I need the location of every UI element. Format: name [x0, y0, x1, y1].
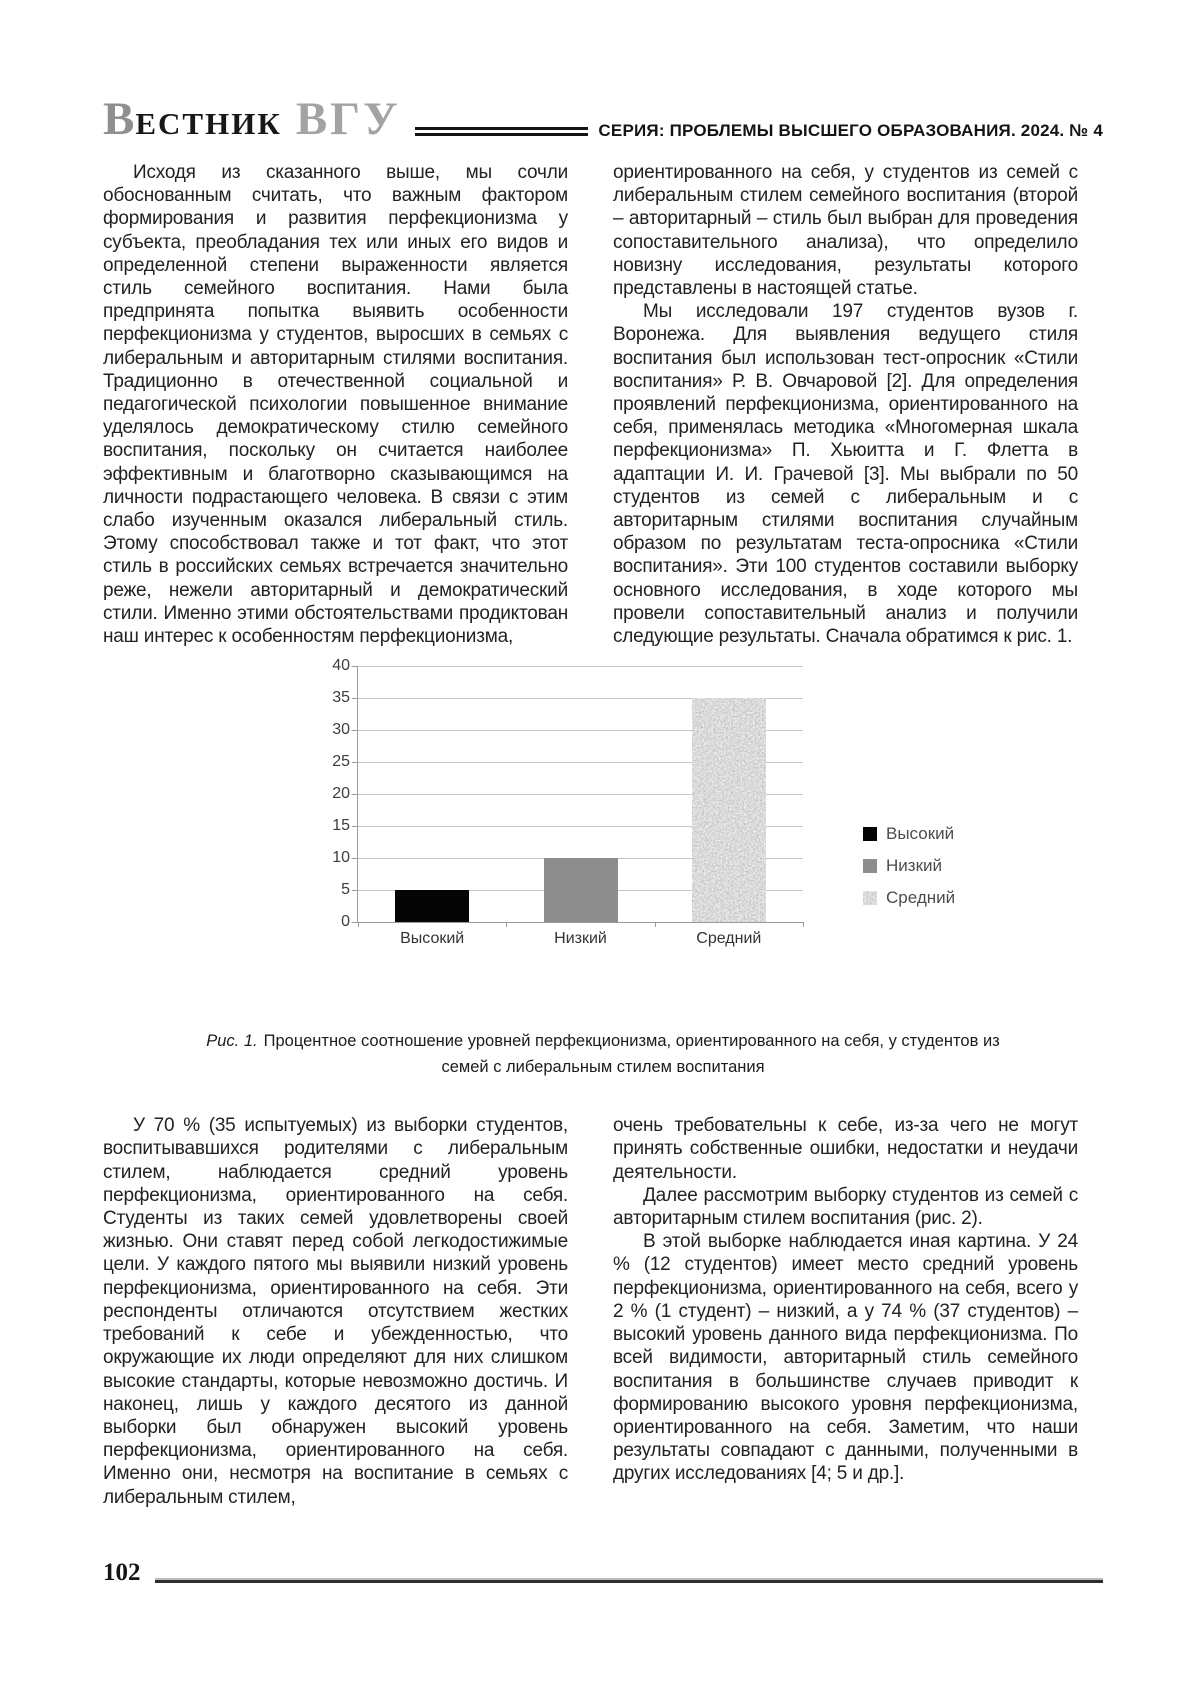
x-tick-label: Низкий [554, 930, 607, 948]
figure-1-bar-chart [315, 657, 1075, 954]
paragraph: В этой выборке наблюдается иная картина. У 24 % (12 студентов) имеет место средний уровень перфекционизма, ориентированного на себя, всего у 2 % (1 студент) – низкий, а у 74 % (37 студентов) – высокий уровень данного вида перфекционизма. По всей видимости, авторитарный стиль семейного воспитания в большинстве случаев приводит к формированию высокого уровня перфекционизма, ориентированного на себя. Заметим, что наши результаты совпадают с данными, полученными в других исследованиях [4; 5 и др.]. [613, 1231, 1078, 1485]
x-tick-label: Средний [696, 930, 762, 948]
y-tick-label: 10 [332, 849, 350, 867]
x-tick [506, 922, 507, 927]
page-number: 102 [103, 1559, 141, 1586]
legend-label: Низкий [886, 856, 942, 876]
chart-plot-area [332, 657, 803, 948]
x-tick [655, 922, 656, 927]
figure-1-caption [188, 1028, 1018, 1080]
legend-entry [863, 824, 955, 844]
legend-entry [863, 888, 955, 908]
figure-1 [103, 657, 1103, 1080]
journal-logo [103, 93, 401, 145]
figure-1-label: Рис. 1. [206, 1032, 258, 1051]
rule-line-bottom [415, 133, 589, 136]
legend-swatch [863, 859, 877, 873]
legend-label: Средний [886, 888, 956, 908]
y-tick [352, 890, 358, 891]
paragraph: У 70 % (35 испытуемых) из выборки студентов, воспитывавшихся родителями с либеральным стилем, наблюдается средний уровень перфекционизма, ориентированного на себя. Студенты из таких семей удовлетворены своей жизнью. Они ставят перед собой легкодостижимые цели. У каждого пятого мы выявили низкий уровень перфекционизма, ориентированного на себя. Эти респонденты отличаются отсутствием жестких требований к себе и убежденностью, что окружающие их люди определяют для них слишком высокие стандарты, которые невозможно достичь. И наконец, лишь у каждого десятого из данной выборки был обнаружен высокий уровень перфекционизма, ориентированного на себя. Именно они, несмотря на воспитание в семьях с либеральным стилем, [103, 1115, 568, 1508]
y-tick-label: 5 [341, 881, 350, 899]
logo-rest: ЕСТНИК [135, 106, 282, 141]
y-tick [352, 794, 358, 795]
right-column-bottom [613, 1114, 1078, 1508]
bar-высокий [395, 890, 469, 922]
left-column-top [103, 161, 568, 648]
page-header [103, 93, 1103, 145]
series-title: СЕРИЯ: ПРОБЛЕМЫ ВЫСШЕГО ОБРАЗОВАНИЯ. 2024. № 4 [598, 121, 1103, 140]
y-tick [352, 762, 358, 763]
page-footer [103, 1560, 1103, 1585]
y-tick-label: 0 [341, 913, 350, 931]
x-tick [803, 922, 804, 927]
paragraph: Исходя из сказанного выше, мы сочли обоснованным считать, что важным фактором формирования и развития перфекционизма у субъекта, преобладания тех или иных его видов и определенной степени выраженности является стиль семейного воспитания. Нами была предпринята попытка выявить особенности перфекционизма у студентов, выросших в семьях с либеральным и авторитарным стилями воспитания. Традиционно в отечественной социальной и педагогической психологии повышенное внимание уделялось демократическому стилю семейного воспитания, поскольку он считается наиболее эффективным и благотворно сказывающимся на личности подрастающего человека. В связи с этим слабо изученным оказался либеральный стиль. Этому способствовал также и тот факт, что этот стиль в российских семьях встречается значительно реже, нежели авторитарный и демократический стили. Именно этими обстоятельствами продиктован наш интерес к особенностям перфекционизма, [103, 162, 568, 648]
gridline [358, 666, 803, 667]
paragraph: очень требовательны к себе, из-за чего не могут принять собственные ошибки, недостатки и неудачи деятельности. [613, 1115, 1078, 1183]
y-tick-label: 20 [332, 785, 350, 803]
legend-swatch [863, 891, 877, 905]
paragraph: Мы исследовали 197 студентов вузов г. Воронежа. Для выявления ведущего стиля воспитания был использован тест-опросник «Стили воспитания» Р. В. Овчаровой [2]. Для определения проявлений перфекционизма, ориентированного на себя, применялась методика «Многомерная шкала перфекционизма» П. Хьюитта и Г. Флетта в адаптации И. И. Грачевой [3]. Мы выбрали по 50 студентов из семей с либеральным и с авторитарным стилями воспитания случайным образом по результатам теста-опросника «Стили воспитания». Эти 100 студентов составили выборку основного исследования, в ходе которого мы провели сопоставительный анализ и получили следующие результаты. Сначала обратимся к рис. 1. [613, 301, 1078, 648]
figure-1-caption-text: Процентное соотношение уровней перфекционизма, ориентированного на себя, у студентов из семей с либеральным стилем воспитания [263, 1032, 1000, 1077]
y-tick-label: 35 [332, 689, 350, 707]
legend-label: Высокий [886, 824, 955, 844]
logo-initial: В [103, 93, 136, 145]
y-tick [352, 666, 358, 667]
y-tick-label: 30 [332, 721, 350, 739]
bar-низкий [544, 858, 618, 922]
y-tick-label: 15 [332, 817, 350, 835]
left-column-bottom [103, 1114, 568, 1508]
y-tick [352, 730, 358, 731]
bottom-text-columns [103, 1114, 1103, 1508]
paragraph: ориентированного на себя, у студентов из семей с либеральным стилем семейного воспитания (второй – авторитарный – стиль был выбран для проведения сопоставительного анализа), что определило новизну исследования, результаты которого представлены в настоящей статье. [613, 162, 1078, 300]
header-double-rule [415, 127, 589, 136]
footer-rule [155, 1580, 1104, 1583]
legend-swatch [863, 827, 877, 841]
logo-suffix: ВГУ [295, 93, 401, 145]
y-tick-label: 40 [332, 657, 350, 675]
top-text-columns [103, 161, 1103, 648]
chart-legend [863, 824, 955, 920]
y-tick [352, 698, 358, 699]
bar-средний [692, 698, 766, 922]
y-tick [352, 826, 358, 827]
right-column-top [613, 161, 1078, 648]
y-tick-label: 25 [332, 753, 350, 771]
y-tick [352, 858, 358, 859]
x-tick-label: Высокий [400, 930, 465, 948]
page-content [103, 161, 1103, 1509]
rule-line-top [415, 127, 589, 130]
x-tick [358, 922, 359, 927]
legend-entry [863, 856, 955, 876]
paragraph: Далее рассмотрим выборку студентов из семей с авторитарным стилем воспитания (рис. 2). [613, 1184, 1078, 1230]
